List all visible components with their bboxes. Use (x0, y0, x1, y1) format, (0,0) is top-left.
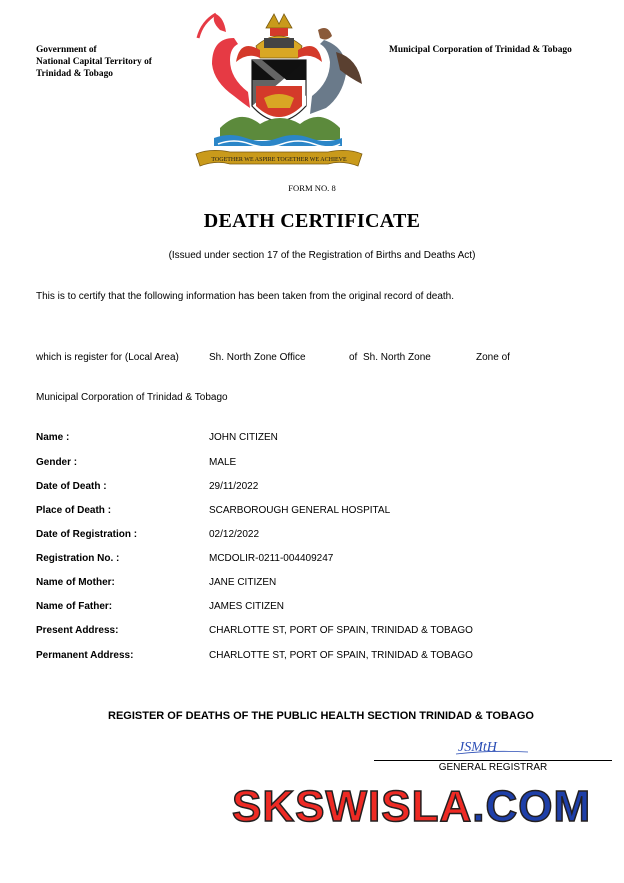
issued-under-note: (Issued under section 17 of the Registration of Births and Deaths Act) (168, 250, 476, 261)
field-value-place-of-death: SCARBOROUGH GENERAL HOSPITAL (209, 505, 391, 516)
field-value-name: JOHN CITIZEN (209, 432, 278, 443)
field-value-gender: MALE (209, 457, 237, 468)
municipal-corporation: Municipal Corporation of Trinidad & Tobago (389, 45, 572, 55)
field-label-gender: Gender : (36, 457, 78, 468)
form-number: FORM NO. 8 (288, 183, 336, 193)
field-label-date-of-registration: Date of Registration : (36, 529, 138, 540)
signature-line (374, 760, 612, 761)
field-value-name-of-father: JAMES CITIZEN (209, 601, 285, 612)
field-value-registration-no: MCDOLIR-0211-004409247 (209, 553, 334, 564)
register-office: Sh. North Zone Office (209, 352, 306, 363)
field-label-registration-no: Registration No. : (36, 553, 120, 564)
gov-line-3: Trinidad & Tobago (36, 69, 113, 79)
watermark-part-2: .COM (472, 782, 592, 831)
field-label-name-of-father: Name of Father: (36, 601, 113, 612)
field-value-name-of-mother: JANE CITIZEN (209, 577, 277, 588)
gov-line-2: National Capital Territory of (36, 57, 152, 67)
certificate-title: DEATH CERTIFICATE (203, 210, 421, 232)
motto-text: TOGETHER WE ASPIRE TOGETHER WE ACHIEVE (211, 157, 347, 163)
field-label-name: Name : (36, 432, 70, 443)
signatory-title: GENERAL REGISTRAR (438, 762, 548, 773)
watermark-text (232, 782, 591, 832)
field-value-date-of-registration: 02/12/2022 (209, 529, 260, 540)
register-line-prefix: which is register for (Local Area) (36, 352, 179, 363)
field-value-date-of-death: 29/11/2022 (209, 481, 259, 492)
issuing-government (36, 44, 152, 80)
register-of: of (349, 352, 358, 363)
field-label-permanent-address: Permanent Address: (36, 650, 134, 661)
municipal-line: Municipal Corporation of Trinidad & Tobago (36, 392, 228, 403)
watermark-part-1: SKSWISLA (232, 782, 473, 831)
signature-mark: JSMtH (458, 740, 497, 755)
register-zone: Sh. North Zone (363, 352, 431, 363)
gov-line-1: Government of (36, 45, 97, 55)
field-value-permanent-address: CHARLOTTE ST, PORT OF SPAIN, TRINIDAD & TOBAGO (209, 650, 473, 661)
field-label-date-of-death: Date of Death : (36, 481, 107, 492)
field-label-present-address: Present Address: (36, 625, 119, 636)
register-footer: REGISTER OF DEATHS OF THE PUBLIC HEALTH SECTION TRINIDAD & TOBAGO (108, 710, 534, 722)
field-value-present-address: CHARLOTTE ST, PORT OF SPAIN, TRINIDAD & TOBAGO (209, 625, 473, 636)
field-label-name-of-mother: Name of Mother: (36, 577, 115, 588)
register-zone-of: Zone of (476, 352, 510, 363)
registrar-signature (452, 736, 532, 758)
certification-statement: This is to certify that the following information has been taken from the original record of death. (36, 291, 454, 302)
coat-of-arms-emblem (190, 8, 368, 168)
field-label-place-of-death: Place of Death : (36, 505, 112, 516)
